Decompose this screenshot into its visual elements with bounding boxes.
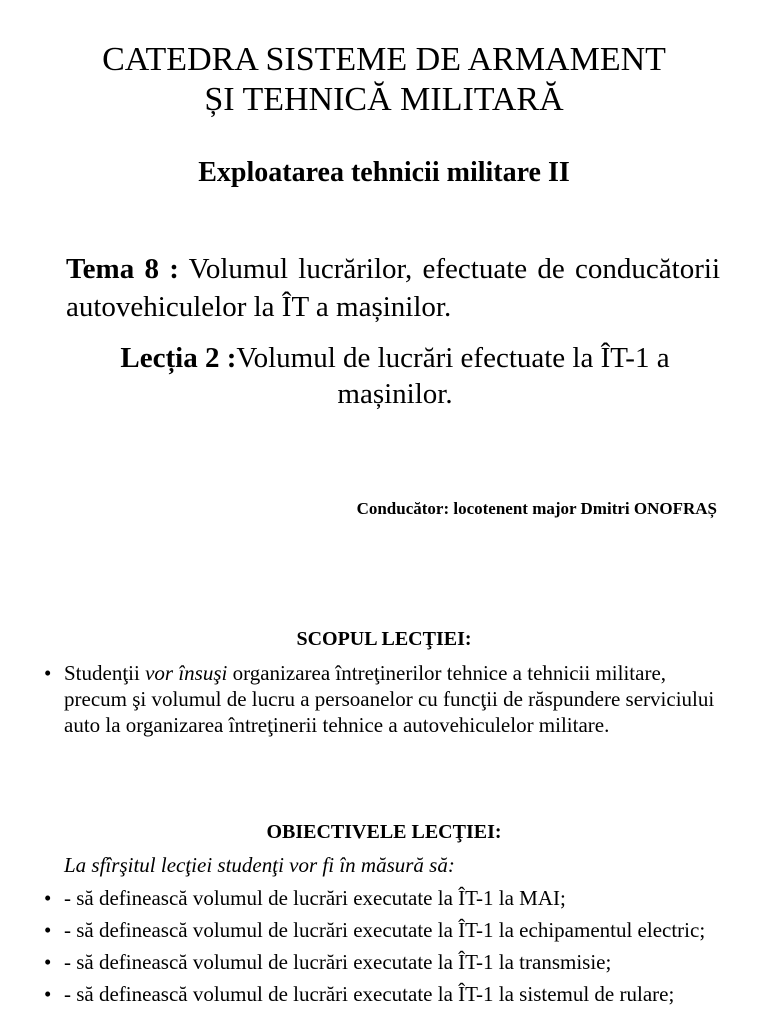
lesson [60,340,730,412]
scope-text-1: Studenţii [64,661,146,685]
scope-list [44,660,734,744]
bullet-icon: • [44,661,52,685]
scope-heading: SCOPUL LECŢIEI: [296,628,472,650]
scope-item [44,660,734,738]
bullet-icon: • [44,950,52,974]
bullet-icon: • [44,918,52,942]
department-title [0,40,768,120]
objectives-intro: La sfîrşitul lecţiei studenţi vor fi în măsură să: [64,853,455,877]
bullet-icon: • [44,886,52,910]
department-line-2: ȘI TEHNICĂ MILITARĂ [204,81,564,118]
course-title: Exploatarea tehnicii militare II [198,157,570,188]
objectives-heading-colon: : [494,821,502,843]
objective-text: - să definească volumul de lucrări executate la ÎT-1 la MAI; [64,886,566,910]
objectives-heading [0,819,768,845]
objective-item [44,949,734,975]
scope-text-2: organizarea întreţinerilor tehnice a tehnicii militare, precum şi volumul de lucru a persoanelor cu funcţii de răspundere serviciului auto la organizarea întreţinerii tehnice a autovehiculelor militare. [64,661,715,737]
objectives-heading-text: OBIECTIVELE LECŢIEI [266,821,495,843]
department-line-1: CATEDRA SISTEME DE ARMAMENT [102,41,666,78]
lesson-label: Lecția 2 : [120,342,237,374]
objective-text: - să definească volumul de lucrări executate la ÎT-1 la transmisie; [64,950,612,974]
lesson-text: Volumul de lucrări efectuate la ÎT-1 a mașinilor. [236,342,670,410]
topic-text: Volumul lucrărilor, efectuate de conducătorii autovehiculelor la ÎT a mașinilor. [66,253,720,323]
objective-item [44,917,734,943]
topic-label: Tema 8 : [66,253,179,285]
instructor: Conducător: locotenent major Dmitri ONOFRAȘ [356,499,717,518]
objectives-slide [0,600,768,1024]
objective-text: - să definească volumul de lucrări executate la ÎT-1 la echipamentul electric; [64,918,706,942]
topic [66,250,720,326]
objectives-list [44,885,734,1013]
bullet-icon: • [44,982,52,1006]
scope-text-italic: vor însuşi [145,661,228,685]
objective-item [44,981,734,1007]
objective-item [44,885,734,911]
objective-text: - să definească volumul de lucrări executate la ÎT-1 la sistemul de rulare; [64,982,675,1006]
